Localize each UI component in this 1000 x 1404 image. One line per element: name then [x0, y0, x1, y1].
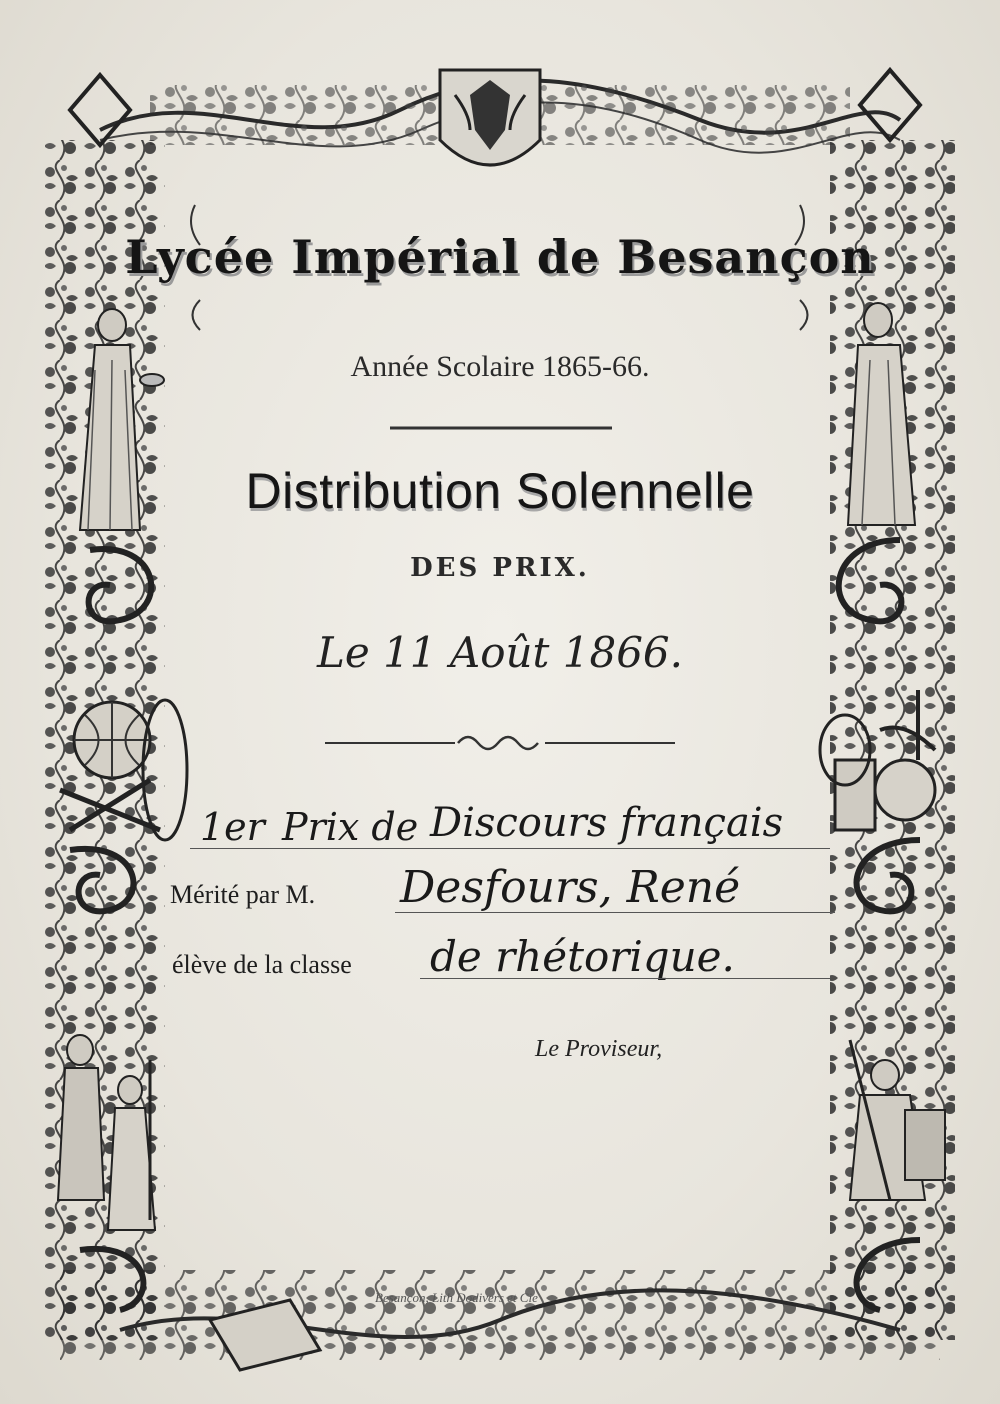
distribution-title: Distribution Solennelle	[245, 463, 755, 519]
prize-label: Prix de	[282, 805, 419, 849]
prize-rank: 1er	[200, 805, 265, 849]
ceremony-date: Le 11 Août 1866.	[316, 628, 684, 677]
school-title: Lycée Impérial de Besançon	[125, 230, 875, 284]
student-name: Desfours, René	[400, 862, 741, 913]
prize-line-rule	[190, 848, 830, 849]
school-year: Année Scolaire 1865-66.	[350, 350, 650, 383]
director-label: Le Proviseur,	[535, 1036, 663, 1062]
class-name: de rhétorique.	[430, 932, 735, 981]
prize-subject: Discours français	[430, 800, 784, 846]
class-label: élève de la classe	[172, 950, 352, 979]
class-line-rule	[420, 978, 830, 979]
awarded-label: Mérité par M.	[170, 880, 316, 909]
awarded-line-rule	[395, 912, 835, 913]
eagle-crest-icon	[440, 70, 540, 165]
prizes-subtitle: DES PRIX.	[410, 553, 590, 583]
printer-credit: Besançon, Lith Dodivers et Cie	[375, 1290, 538, 1305]
